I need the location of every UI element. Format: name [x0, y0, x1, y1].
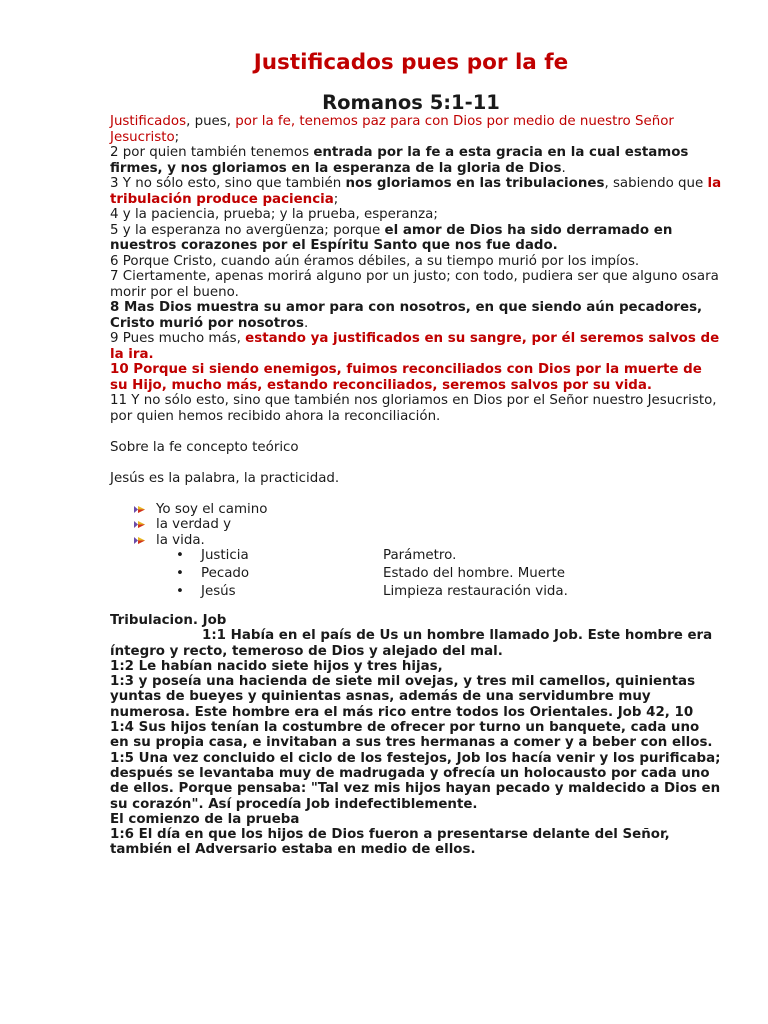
dot-bullet-icon: •: [176, 566, 184, 581]
concept-desc: Limpieza restauración vida.: [383, 584, 568, 599]
verse-8: 8 Mas Dios muestra su amor para con nosotros, en que siendo aún pecadores, Cristo murió por nosotros.: [110, 300, 703, 331]
job-verse-3: 1:3 y poseía una hacienda de siete mil ovejas, y tres mil camellos, quinientas yuntas de bueyes y quinientas asnas, además de una servidumbre muy numerosa. Este hombre era el más rico entre todos los Orientales. Job 42, 10: [110, 674, 696, 720]
job-verse-6: 1:6 El día en que los hijos de Dios fueron a presentarse delante del Señor, también el Adversario estaba en medio de ellos.: [110, 827, 670, 858]
page-subtitle: Romanos 5:1-11: [322, 91, 500, 114]
verse-9: 9 Pues mucho más, estando ya justificados en su sangre, por él seremos salvos de la ira.: [110, 331, 720, 362]
job-verse-5: 1:5 Una vez concluido el ciclo de los festejos, Job los hacía venir y los purificaba; después se levantaba muy de madrugada y ofrecía un holocausto por cada uno de ellos. Porque pensaba: "Tal vez mis hijos hayan pecado y maldecido a Dios en su corazón". Así procedía Job indefectiblemente.: [110, 750, 721, 812]
verse-5: 5 y la esperanza no avergüenza; porque el amor de Dios ha sido derramado en nuestros corazones por el Espíritu Santo que nos fue dado.: [110, 222, 673, 253]
dot-bullet-icon: •: [176, 584, 184, 599]
concept-term: Pecado: [201, 566, 250, 581]
job-section: [110, 613, 722, 858]
spacer: [110, 455, 722, 471]
arrow-bullet-icon: [134, 506, 145, 513]
verse-3: 3 Y no sólo esto, sino que también nos gloriamos en las tribulaciones, sabiendo que la tribulación produce paciencia;: [110, 176, 722, 207]
verse-4: 4 y la paciencia, prueba; y la prueba, esperanza;: [110, 207, 438, 222]
dot-bullet-icon: •: [176, 548, 184, 563]
verse-10: 10 Porque si siendo enemigos, fuimos reconciliados con Dios por la muerte de su Hijo, mucho más, estando reconciliados, seremos salvos por su vida.: [110, 362, 702, 393]
document-body: [110, 114, 722, 858]
job-verse-1: 1:1 Había en el país de Us un hombre llamado Job. Este hombre era íntegro y recto, temeroso de Dios y alejado del mal.: [110, 628, 713, 659]
concept-desc: Estado del hombre. Muerte: [383, 566, 566, 581]
concept-table: [176, 548, 568, 602]
list-item: la vida.: [134, 533, 722, 549]
verse-6: 6 Porque Cristo, cuando aún éramos débiles, a su tiempo murió por los impíos.: [110, 253, 640, 269]
list-item: la verdad y: [134, 517, 722, 533]
table-row: [176, 566, 568, 584]
table-row: [176, 584, 568, 602]
table-row: [176, 548, 568, 566]
concept-term: Jesús: [201, 584, 236, 599]
note-jesus: Jesús es la palabra, la practicidad.: [110, 470, 340, 486]
spacer: [110, 424, 722, 440]
job-verse-2: 1:2 Le habían nacido siete hijos y tres hijas,: [110, 658, 443, 674]
concept-term: Justicia: [201, 548, 249, 563]
job-section-title: El comienzo de la prueba: [110, 811, 300, 827]
verse-1: Justificados, pues, por la fe, tenemos paz para con Dios por medio de nuestro Señor Jesucristo;: [110, 114, 674, 145]
job-verse-4: 1:4 Sus hijos tenían la costumbre de ofrecer por turno un banquete, cada uno en su propia casa, e invitaban a sus tres hermanas a comer y a beber con ellos.: [110, 720, 713, 751]
concept-desc: Parámetro.: [383, 548, 457, 563]
spacer: [110, 602, 722, 613]
list-item: Yo soy el camino: [134, 502, 722, 518]
page-title: Justificados pues por la fe: [253, 50, 569, 75]
arrow-list: [110, 502, 722, 549]
verse-11: 11 Y no sólo esto, sino que también nos gloriamos en Dios por el Señor nuestro Jesucristo, por quien hemos recibido ahora la reconciliación.: [110, 393, 717, 424]
verse-2: 2 por quien también tenemos entrada por la fe a esta gracia en la cual estamos firmes, y nos gloriamos en la esperanza de la gloria de Dios.: [110, 145, 689, 176]
spacer: [110, 486, 722, 502]
job-heading: Tribulacion. Job: [110, 613, 227, 628]
arrow-bullet-icon: [134, 521, 145, 528]
note-faith: Sobre la fe concepto teórico: [110, 439, 299, 455]
verse-7: 7 Ciertamente, apenas morirá alguno por un justo; con todo, pudiera ser que alguno osara morir por el bueno.: [110, 269, 719, 300]
arrow-bullet-icon: [134, 537, 145, 544]
